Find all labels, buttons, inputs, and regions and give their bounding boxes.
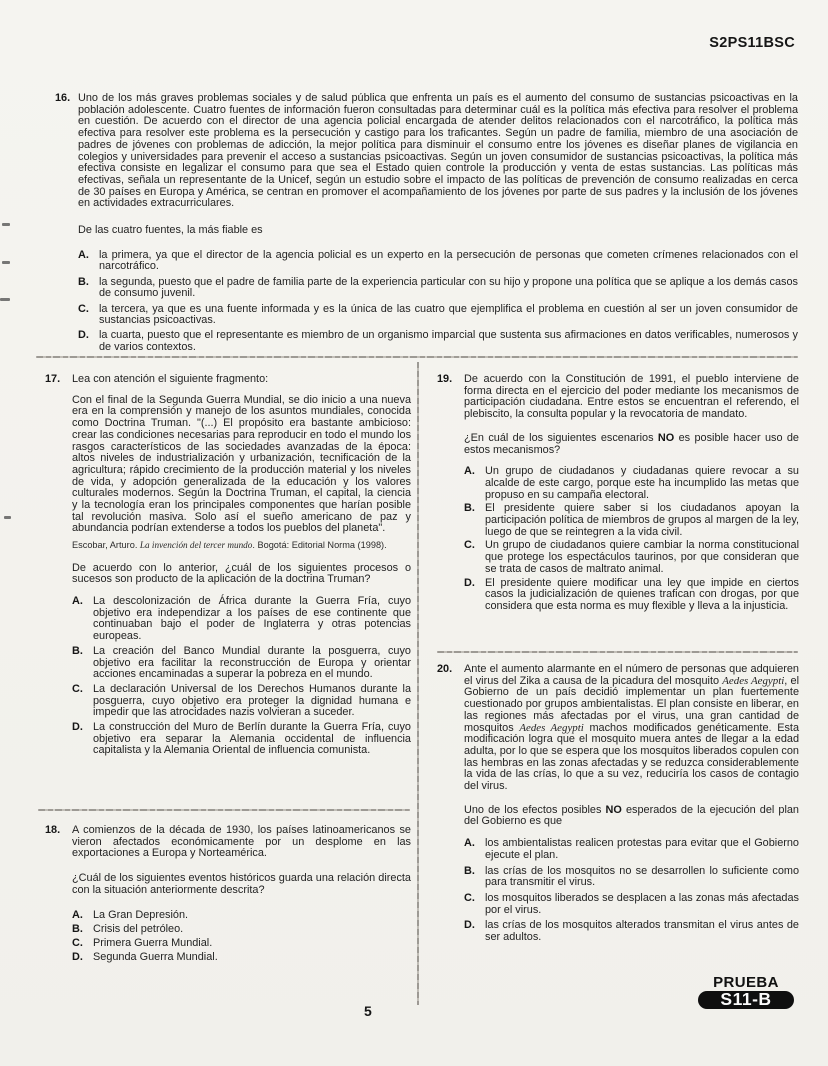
- question-number: 17.: [45, 373, 61, 385]
- question-stem: Uno de los efectos posibles NO esperados de la ejecución del plan del Gobierno es que: [464, 803, 799, 828]
- option-row: [464, 578, 799, 613]
- option-row: [464, 466, 799, 501]
- prueba-label: PRUEBA: [713, 974, 779, 991]
- page-number: 5: [364, 1003, 372, 1019]
- option-text: las crías de los mosquitos alterados transmitan el virus antes de ser adultos.: [485, 919, 799, 944]
- options-list: [72, 596, 411, 757]
- question-lead: Lea con atención el siguiente fragmento:: [72, 373, 269, 385]
- options-list: [72, 910, 411, 964]
- options-list: [464, 838, 799, 944]
- booklet-code: S2PS11BSC: [709, 35, 795, 51]
- section-divider: [437, 651, 798, 653]
- question-stem: ¿En cuál de los siguientes escenarios NO es posible hacer uso de estos mecanismos?: [464, 431, 799, 456]
- option-text: La descolonización de África durante la Guerra Fría, cuyo objetivo era independizar a los países de ese continente que continuaban bajo el poder de Inglaterra y otras potencias europeas.: [93, 595, 411, 643]
- emphasis-no: NO: [657, 431, 675, 444]
- option-row: [78, 304, 798, 327]
- option-text: Primera Guerra Mundial.: [93, 936, 213, 949]
- option-letter: B.: [464, 502, 475, 515]
- column-divider: [417, 362, 419, 1005]
- source-citation: Escobar, Arturo. La invención del tercer mundo. Bogotá: Editorial Norma (1998).: [72, 540, 387, 551]
- option-row: [72, 924, 411, 936]
- question-number: 19.: [437, 373, 453, 385]
- option-text: El presidente quiere modificar una ley que impide en ciertos casos la judicialización de quienes trafican con drogas, por que considera que esta norma es muy flexible y lleva a la injusticia.: [485, 576, 799, 612]
- option-text: La Gran Depresión.: [93, 908, 189, 921]
- option-letter: D.: [78, 329, 89, 342]
- option-letter: D.: [464, 576, 475, 589]
- option-row: [78, 277, 798, 300]
- section-divider: [38, 809, 410, 811]
- option-text: los mosquitos liberados se desplacen a las zonas más afectadas por el virus.: [485, 891, 799, 916]
- scan-artifact: [2, 261, 10, 264]
- question-19: [437, 374, 799, 613]
- question-number: 16.: [55, 92, 71, 104]
- option-row: [72, 596, 411, 643]
- option-letter: B.: [72, 922, 83, 935]
- option-row: [72, 952, 411, 964]
- question-16: [55, 93, 798, 354]
- option-row: [464, 838, 799, 861]
- option-text: la segunda, puesto que el padre de familia parte de la experiencia particular con su hijo y propone una política que se aplique a los demás casos de consumo juvenil.: [99, 275, 798, 300]
- option-letter: A.: [72, 595, 83, 608]
- emphasis-no: NO: [605, 803, 622, 816]
- question-number: 18.: [45, 824, 61, 836]
- option-letter: B.: [72, 644, 83, 657]
- option-letter: B.: [464, 864, 475, 877]
- question-body: A comienzos de la década de 1930, los países latinoamericanos se vieron afectados económicamente por un desplome en las exportaciones a Europa y Norteamérica.: [72, 824, 411, 860]
- option-row: [78, 330, 798, 353]
- option-text: El presidente quiere saber si los ciudadanos apoyan la participación política de miembros de grupos al margen de la ley, luego de que se reintegren a la vida civil.: [485, 502, 799, 538]
- option-letter: C.: [464, 891, 475, 904]
- option-text: Segunda Guerra Mundial.: [93, 951, 218, 964]
- option-text: la cuarta, puesto que el representante es miembro de un organismo imparcial que sustenta sus afirmaciones en datos verificables, numerosos y de varios contextos.: [99, 329, 798, 354]
- reading-fragment: Con el final de la Segunda Guerra Mundial, se dio inicio a una nueva era en la comprensión y manejo de los asuntos mundiales, conocida como Doctrina Truman. "(...) El propósito era bastante ambicioso: crear las condiciones necesarias para reproducir en todo el mundo los rasgos característicos de las sociedades avanzadas de la época: altos niveles de industrialización y urbanización, tecnificación de la agricultura; rápido crecimiento de la producción material y los niveles de vida, y adopción generalizada de la educación y los valores culturales modernos. Según la Doctrina Truman, el capital, la ciencia y la tecnología eran los principales componentes que harían posible tal revolución masiva. Solo así el sueño americano de paz y abundancia podrían extenderse a todos los pueblos del planeta".: [72, 393, 412, 535]
- option-row: [72, 646, 411, 681]
- option-letter: A.: [464, 465, 475, 478]
- option-letter: C.: [464, 539, 475, 552]
- question-number: 20.: [437, 663, 453, 675]
- option-text: La construcción del Muro de Berlín durante la Guerra Fría, cuyo objetivo era separar la Alemania occidental de influencia capitalista y la Alemania Oriental de influencia comunista.: [93, 721, 411, 757]
- question-17: [45, 374, 411, 757]
- scan-artifact: [4, 516, 11, 519]
- option-text: los ambientalistas realicen protestas para evitar que el Gobierno ejecute el plan.: [485, 837, 799, 861]
- option-row: [464, 920, 799, 943]
- option-text: La declaración Universal de los Derechos Humanos durante la posguerra, cuyo objetivo era proteger la dignidad humana e impedir que las atrocidades nazis volvieran a suceder.: [93, 682, 411, 719]
- option-letter: A.: [78, 248, 89, 261]
- option-row: [72, 684, 411, 719]
- option-letter: A.: [464, 837, 475, 850]
- option-text: Un grupo de ciudadanos y ciudadanas quiere revocar a su alcalde de este cargo, porque este ha incumplido las metas que propuso en su campaña electoral.: [485, 465, 799, 501]
- question-20: [437, 664, 799, 944]
- option-row: [72, 938, 411, 950]
- option-text: la primera, ya que el director de la agencia policial es un experto en la persecución de personas que cometen crímenes relacionados con el narcotráfico.: [99, 248, 798, 273]
- question-body: Uno de los más graves problemas sociales y de salud pública que enfrenta un país es el aumento del consumo de sustancias psicoactivas en la población adolescente. Cuatro fuentes de información fueron consultadas para determinar cuál es la política más efectiva para resolver el problema en cuestión. De acuerdo con el director de una agencia policial encargada de atender delitos relacionados con el narcotráfico, la política más efectiva para resolver este problema es la persecución y castigo para los traficantes. Según un padre de familia, miembro de una asociación de padres de jóvenes con problemas de adicción, la mejor política para disminuir el consumo entre los jóvenes es diseñar planes de vigilancia en colegios y universidades para prevenir el acceso a sustancias psicoactivas. Según un joven consumidor de sustancias psicoactivas, la política más efectiva consiste en legalizar el consumo para que sea el Estado quien controle la producción y venta de estas sustancias. Las políticas más efectivas, señala un representante de la Unicef, según un estudio sobre el impacto de las políticas de prevención de consumo realizadas en cerca de 30 países en Europa y América, se centran en promover el acompañamiento de los jóvenes por parte de sus padres y la inclusión de los jóvenes en actividades extracurriculares.: [78, 92, 798, 210]
- option-letter: C.: [72, 936, 83, 949]
- scan-artifact: [0, 298, 10, 301]
- option-row: [464, 893, 799, 916]
- option-row: [464, 503, 799, 538]
- question-stem: De las cuatro fuentes, la más fiable es: [78, 224, 263, 237]
- option-letter: D.: [72, 721, 83, 734]
- options-list: [78, 250, 798, 354]
- prueba-badge: S11-B: [698, 991, 794, 1010]
- option-letter: C.: [72, 682, 83, 695]
- option-row: [72, 722, 411, 757]
- option-letter: A.: [72, 908, 83, 921]
- source-title: La invención del tercer mundo: [139, 540, 253, 551]
- option-text: Crisis del petróleo.: [93, 922, 184, 935]
- options-list: [464, 466, 799, 612]
- option-letter: B.: [78, 275, 89, 288]
- option-letter: C.: [78, 302, 89, 315]
- option-text: las crías de los mosquitos no se desarrollen lo suficiente como para transmitir el virus.: [485, 864, 799, 889]
- question-18: [45, 825, 411, 964]
- species-name: Aedes Aegypti: [722, 674, 785, 687]
- option-text: Un grupo de ciudadanos quiere cambiar la norma constitucional que protege los espectáculos taurinos, por que consideran que se trata de casos de maltrato animal.: [485, 539, 799, 575]
- option-text: la tercera, ya que es una fuente informada y es la única de las cuatro que ejemplifica el problema en cuestión al ser un joven consumidor de sustancias psicoactivas.: [99, 302, 798, 327]
- option-row: [78, 250, 798, 273]
- option-row: [72, 910, 411, 922]
- scan-artifact: [2, 223, 10, 226]
- option-letter: D.: [464, 919, 475, 932]
- option-row: [464, 866, 799, 889]
- option-row: [464, 540, 799, 575]
- option-text: La creación del Banco Mundial durante la posguerra, cuyo objetivo era facilitar la reconstrucción de Europa y orientar acciones encaminadas a superar la pobreza en el mundo.: [93, 644, 411, 681]
- prueba-block: [698, 974, 794, 1009]
- section-divider: [36, 356, 798, 358]
- species-name: Aedes Aegypti: [519, 721, 584, 734]
- question-stem: ¿Cuál de los siguientes eventos históricos guarda una relación directa con la situación anteriormente descrita?: [72, 872, 411, 896]
- question-body: Ante el aumento alarmante en el número de personas que adquieren el virus del Zika a causa de la picadura del mosquito Aedes Aegypti, el Gobierno de un país decidió implementar un plan fuertemente cuestionado por grupos ambientalistas. El plan consiste en liberar, en las regiones más afectadas por el virus, una gran cantidad de mosquitos Aedes Aegypti machos modificados genéticamente. Esta modificación logra que el mosquito muera antes de llegar a la edad adulta, por lo que se espera que los mosquitos liberados copulen con las hembras en las zonas afectadas y se reduzca considerablemente la vida de las crías, lo que a su vez, reduciría los casos de contagio del virus.: [464, 663, 800, 793]
- question-stem: De acuerdo con lo anterior, ¿cuál de los siguientes procesos o sucesos son producto de la aplicación de la doctrina Truman?: [72, 561, 411, 586]
- option-letter: D.: [72, 951, 83, 964]
- question-body: De acuerdo con la Constitución de 1991, el pueblo interviene de forma directa en el ejercicio del poder mediante los mecanismos de participación ciudadana. Entre estos se encuentran el referendo, el plebiscito, la consulta popular y la revocatoria de mandato.: [464, 373, 799, 421]
